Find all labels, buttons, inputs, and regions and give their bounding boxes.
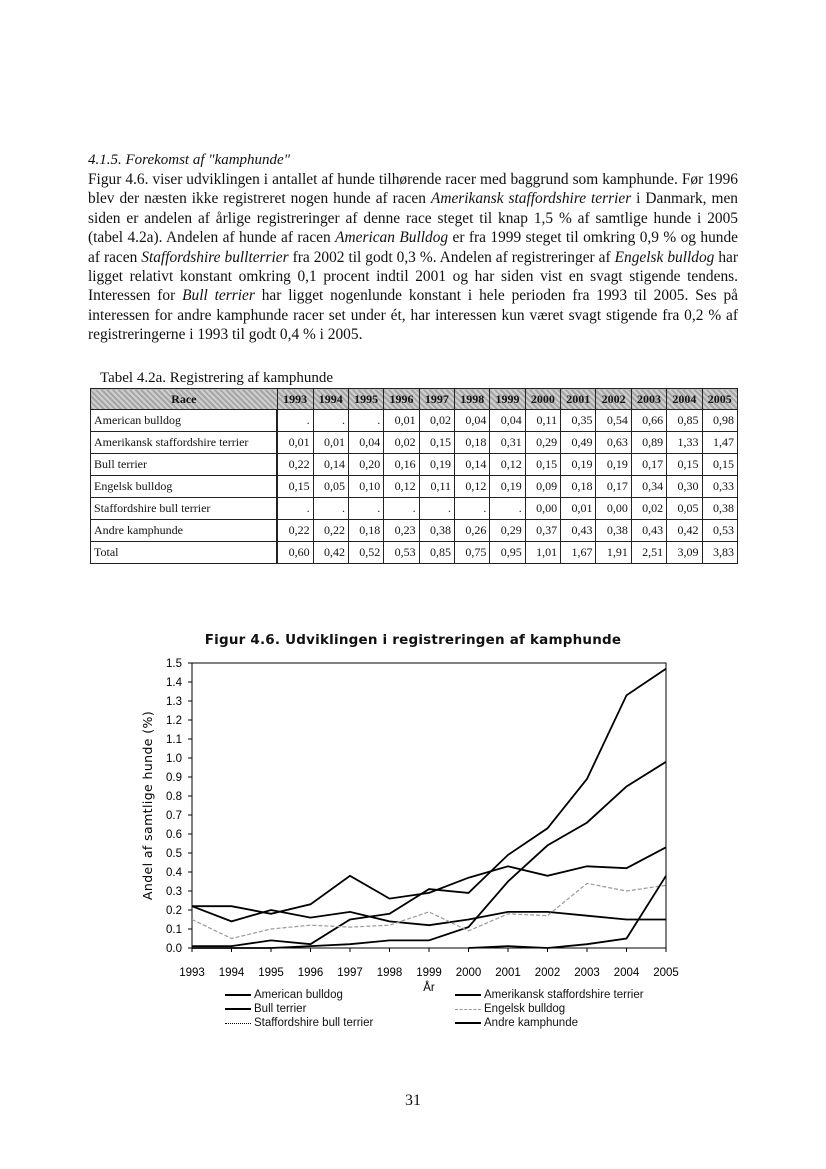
table-cell: 0,43 <box>561 520 596 542</box>
header-year: 1998 <box>455 389 490 410</box>
text-run: har ligget relativt konstant omkring 0,1 procent indtil 2001 og har siden vist en svagt stigende tendens. Interessen for <box>88 248 739 305</box>
table-cell: 0,89 <box>631 432 666 454</box>
legend-label: Andre kamphunde <box>484 1017 578 1029</box>
header-year: 1996 <box>384 389 419 410</box>
y-tick-label: 1.4 <box>166 677 182 689</box>
table-cell: 0,22 <box>277 520 313 542</box>
table-cell: 0,12 <box>455 476 490 498</box>
table-cell: 0,11 <box>419 476 454 498</box>
table-cell: 1,67 <box>561 542 596 564</box>
series-line-amerikansk-staffordshire-terrier <box>192 669 666 946</box>
table-cell: 0,12 <box>490 454 525 476</box>
breed-name: American Bulldog <box>335 229 449 247</box>
table-cell: 3,83 <box>702 542 737 564</box>
row-label: Total <box>91 542 278 564</box>
row-label: Andre kamphunde <box>91 520 278 542</box>
legend-swatch <box>225 994 251 996</box>
series-line-staffordshire-bull-terrier <box>469 876 667 948</box>
header-year: 2001 <box>561 389 596 410</box>
y-tick-label: 1.2 <box>166 715 182 727</box>
legend-swatch <box>225 1008 251 1010</box>
breed-name: Staffordshire bullterrier <box>141 248 289 266</box>
y-tick-label: 0.4 <box>166 867 182 879</box>
table-cell: 0,15 <box>419 432 454 454</box>
x-tick-label: 2001 <box>495 967 521 979</box>
table-cell: 0,53 <box>702 520 737 542</box>
table-cell: 0,19 <box>596 454 631 476</box>
table-cell: 0,19 <box>561 454 596 476</box>
table-cell: 0,04 <box>490 410 525 432</box>
table-cell: 0,04 <box>348 432 383 454</box>
table-cell: 0,16 <box>384 454 419 476</box>
header-year: 1995 <box>348 389 383 410</box>
table-cell: 0,43 <box>631 520 666 542</box>
x-tick-label: 1997 <box>337 967 363 979</box>
series-line-andre-kamphunde <box>192 847 666 914</box>
table-caption: Tabel 4.2a. Registrering af kamphunde <box>100 370 334 386</box>
table-cell: 0,18 <box>561 476 596 498</box>
legend-label: Engelsk bulldog <box>484 1003 566 1015</box>
table-cell: 0,60 <box>277 542 313 564</box>
chart-title: Figur 4.6. Udviklingen i registreringen af kamphunde <box>204 632 622 648</box>
table-cell: 1,33 <box>667 432 702 454</box>
x-tick-label: 2005 <box>653 967 679 979</box>
table-cell: 0,01 <box>384 410 419 432</box>
x-tick-label: 1998 <box>376 967 403 979</box>
y-tick-label: 0.9 <box>166 772 182 784</box>
y-tick-label: 0.0 <box>166 943 182 955</box>
x-tick-label: 1996 <box>297 967 324 979</box>
table-cell: 0,14 <box>455 454 490 476</box>
table-cell: 0,05 <box>667 498 702 520</box>
y-tick-label: 0.2 <box>166 905 182 917</box>
table-cell: 0,34 <box>631 476 666 498</box>
y-tick-label: 0.8 <box>166 791 182 803</box>
table-cell: 3,09 <box>667 542 702 564</box>
header-year: 1994 <box>313 389 348 410</box>
table-cell: 0,98 <box>702 410 737 432</box>
table-cell: . <box>313 410 348 432</box>
table-cell: 0,66 <box>631 410 666 432</box>
y-tick-label: 0.3 <box>166 886 182 898</box>
legend-swatch <box>455 994 481 996</box>
row-label: Bull terrier <box>91 454 278 476</box>
x-tick-label: 2000 <box>455 967 482 979</box>
table-cell: . <box>490 498 525 520</box>
header-year: 1993 <box>277 389 313 410</box>
text-run: i Danmark, men siden er andelen af årlige registreringer af denne race steget til knap 1,5 % af samtlige hunde i 2005 (tabel 4.2a). Andelen af hunde af racen <box>88 190 738 247</box>
table-cell: 0,18 <box>455 432 490 454</box>
table-cell: 0,19 <box>490 476 525 498</box>
y-tick-label: 0.5 <box>166 848 182 860</box>
table-cell: 0,17 <box>631 454 666 476</box>
text-run: fra 2002 til godt 0,3 %. Andelen af registreringer af <box>288 248 615 266</box>
table-cell: . <box>384 498 419 520</box>
table-cell: 0,02 <box>419 410 454 432</box>
x-axis-label: År <box>423 982 435 994</box>
x-tick-label: 2004 <box>613 967 640 979</box>
row-label: Amerikansk staffordshire terrier <box>91 432 278 454</box>
text-run: har ligget nogenlunde konstant i hele perioden fra 1993 til 2005. Ses på interessen for andre kamphunde racer set under ét, har interessen kun været svagt stigende fra 0,2 % af registreringerne i 1993 til godt 0,4 % i 2005. <box>88 287 738 344</box>
table-cell: 0,23 <box>384 520 419 542</box>
legend-item-andre-kamphunde <box>455 1017 578 1029</box>
table-cell: 0,00 <box>525 498 560 520</box>
section-heading: 4.1.5. Forekomst af "kamphunde" <box>88 152 291 168</box>
legend-item-amerikansk-staffordshire-terrier <box>455 989 644 1001</box>
text-run: Figur 4.6. viser udviklingen i antallet af hunde tilhørende racer med baggrund som kamphunde. Før 1996 blev der næsten ikke registreret nogen hunde af racen <box>88 171 738 208</box>
y-tick-label: 1.0 <box>166 753 182 765</box>
table-cell: 0,00 <box>596 498 631 520</box>
x-tick-label: 2002 <box>534 967 561 979</box>
table-cell: 0,49 <box>561 432 596 454</box>
legend-swatch <box>225 1023 251 1024</box>
legend-swatch <box>455 1022 481 1024</box>
legend-label: Staffordshire bull terrier <box>254 1017 374 1029</box>
table-cell: 0,01 <box>277 432 313 454</box>
table-cell: 0,20 <box>348 454 383 476</box>
header-race: Race <box>91 389 278 410</box>
table-cell: 0,85 <box>667 410 702 432</box>
table-cell: 0,11 <box>525 410 560 432</box>
y-tick-label: 1.3 <box>166 696 182 708</box>
legend-item-staffordshire-bull-terrier <box>225 1017 373 1029</box>
table-cell: 0,02 <box>631 498 666 520</box>
table-cell: 0,01 <box>313 432 348 454</box>
page-number: 31 <box>405 1092 421 1109</box>
table-cell: 0,31 <box>490 432 525 454</box>
table-cell: 0,15 <box>702 454 737 476</box>
table-cell: 1,91 <box>596 542 631 564</box>
table-cell: 0,01 <box>561 498 596 520</box>
header-year: 2004 <box>667 389 702 410</box>
legend-label: Amerikansk staffordshire terrier <box>484 989 644 1001</box>
table-cell: 0,12 <box>384 476 419 498</box>
y-tick-label: 1.1 <box>166 734 182 746</box>
table-cell: 0,42 <box>667 520 702 542</box>
series-line-bull-terrier <box>192 906 666 925</box>
legend-label: Bull terrier <box>254 1003 307 1015</box>
series-line-engelsk-bulldog <box>192 883 666 938</box>
table-cell: 0,19 <box>419 454 454 476</box>
table-cell: 2,51 <box>631 542 666 564</box>
table-cell: 0,54 <box>596 410 631 432</box>
table-cell: 0,75 <box>455 542 490 564</box>
table-cell: . <box>313 498 348 520</box>
table-cell: 0,63 <box>596 432 631 454</box>
row-label: Engelsk bulldog <box>91 476 278 498</box>
table-cell: 0,22 <box>277 454 313 476</box>
table-cell: 0,15 <box>667 454 702 476</box>
x-tick-label: 2003 <box>574 967 600 979</box>
legend-item-bull-terrier <box>225 1003 306 1015</box>
x-tick-label: 1999 <box>416 967 442 979</box>
table-cell: 0,17 <box>596 476 631 498</box>
breed-name: Bull terrier <box>182 287 255 305</box>
table-cell: . <box>277 410 313 432</box>
legend-item-engelsk-bulldog <box>455 1003 565 1015</box>
table-cell: . <box>348 498 383 520</box>
table-cell: 0,14 <box>313 454 348 476</box>
header-year: 2000 <box>525 389 560 410</box>
legend-label: American bulldog <box>254 989 343 1001</box>
table-cell: 0,22 <box>313 520 348 542</box>
table-cell: 0,15 <box>525 454 560 476</box>
legend-swatch <box>455 1009 481 1010</box>
table-cell: 0,15 <box>277 476 313 498</box>
table-cell: 0,04 <box>455 410 490 432</box>
table-cell: 0,35 <box>561 410 596 432</box>
header-year: 1999 <box>490 389 525 410</box>
header-year: 2002 <box>596 389 631 410</box>
table-cell: 0,38 <box>596 520 631 542</box>
row-label: American bulldog <box>91 410 278 432</box>
y-tick-label: 0.6 <box>166 829 182 841</box>
row-label: Staffordshire bull terrier <box>91 498 278 520</box>
table-cell: 0,02 <box>384 432 419 454</box>
table-cell: 0,42 <box>313 542 348 564</box>
table-cell: 0,33 <box>702 476 737 498</box>
y-axis-label: Andel af samtlige hunde (%) <box>140 710 155 901</box>
table-cell: 0,05 <box>313 476 348 498</box>
table-cell: 0,38 <box>702 498 737 520</box>
table-cell: . <box>348 410 383 432</box>
x-tick-label: 1994 <box>218 967 245 979</box>
x-tick-label: 1993 <box>179 967 205 979</box>
legend-item-american-bulldog <box>225 989 343 1001</box>
table-cell: 0,52 <box>348 542 383 564</box>
header-year: 2005 <box>702 389 737 410</box>
table-cell: 0,26 <box>455 520 490 542</box>
y-tick-label: 1.5 <box>166 658 182 670</box>
header-year: 1997 <box>419 389 454 410</box>
table-cell: . <box>455 498 490 520</box>
table-cell: 0,53 <box>384 542 419 564</box>
table-cell: 0,37 <box>525 520 560 542</box>
table-cell: . <box>277 498 313 520</box>
series-line-american-bulldog <box>192 762 666 948</box>
table-cell: 0,29 <box>490 520 525 542</box>
x-tick-label: 1995 <box>258 967 284 979</box>
table-cell: 0,85 <box>419 542 454 564</box>
table-cell: 0,95 <box>490 542 525 564</box>
table-cell: 0,29 <box>525 432 560 454</box>
y-tick-label: 0.1 <box>166 924 182 936</box>
table-cell: 0,10 <box>348 476 383 498</box>
table-cell: 1,01 <box>525 542 560 564</box>
table-cell: 0,18 <box>348 520 383 542</box>
breed-name: Engelsk bulldog <box>614 248 715 266</box>
table-cell: 0,30 <box>667 476 702 498</box>
table-cell: . <box>419 498 454 520</box>
text-run: er fra 1999 steget til omkring 0,9 % og hunde af racen <box>88 229 738 266</box>
table-cell: 1,47 <box>702 432 737 454</box>
plot-frame <box>192 663 666 948</box>
header-year: 2003 <box>631 389 666 410</box>
table-cell: 0,09 <box>525 476 560 498</box>
table-cell: 0,38 <box>419 520 454 542</box>
y-tick-label: 0.7 <box>166 810 182 822</box>
breed-name: Amerikansk staffordshire terrier <box>430 190 632 208</box>
